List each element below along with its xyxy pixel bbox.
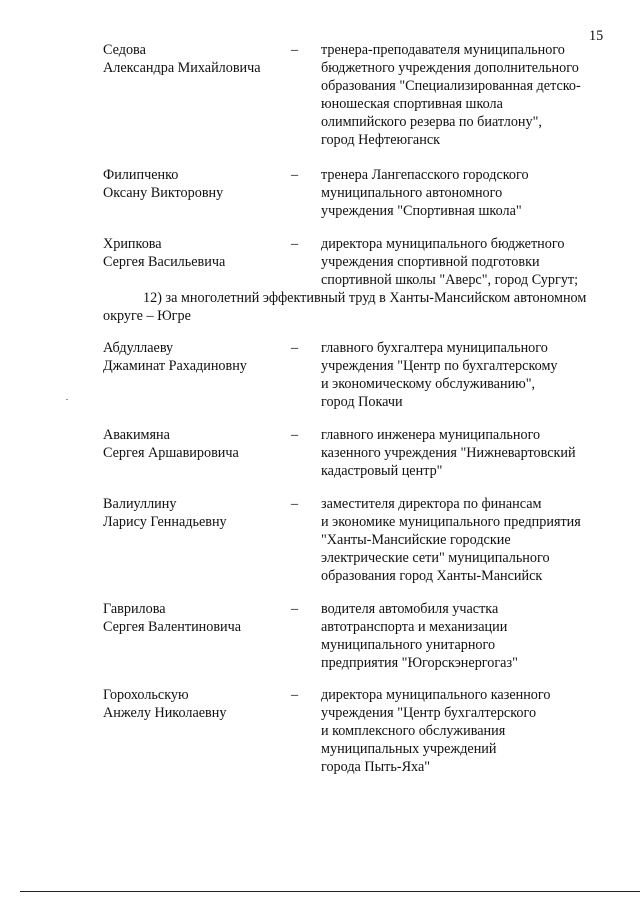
- description-line: учреждения "Спортивная школа": [321, 203, 522, 219]
- description-line: главного инженера муниципального: [321, 427, 541, 443]
- section-heading-line: округе – Югре: [103, 308, 191, 324]
- description-line: бюджетного учреждения дополнительного: [321, 60, 579, 76]
- dash-separator: –: [291, 340, 299, 356]
- given-names: Александра Михайловича: [103, 60, 261, 76]
- dash-separator: –: [291, 601, 299, 617]
- description-line: и экономическому обслуживанию",: [321, 376, 536, 392]
- surname: Хрипкова: [103, 236, 162, 252]
- description-line: муниципального автономного: [321, 185, 503, 201]
- description-line: город Нефтеюганск: [321, 132, 441, 148]
- description-line: казенного учреждения "Нижневартовский: [321, 445, 576, 461]
- description-line: спортивной школы "Аверс", город Сургут;: [321, 272, 579, 288]
- given-names: Анжелу Николаевну: [103, 705, 227, 721]
- position-description: [321, 495, 616, 585]
- description-line: и комплексного обслуживания: [321, 723, 506, 739]
- given-names: Сергея Аршавировича: [103, 445, 239, 461]
- dash-separator: –: [291, 236, 299, 252]
- page-number: 15: [589, 28, 604, 44]
- surname: Горохольскую: [103, 687, 189, 703]
- description-line: муниципального унитарного: [321, 637, 496, 653]
- position-description: [321, 166, 616, 220]
- given-names: Ларису Геннадьевну: [103, 514, 227, 530]
- person-name: [103, 166, 288, 202]
- position-description: [321, 339, 616, 411]
- surname: Авакимяна: [103, 427, 170, 443]
- description-line: олимпийского резерва по биатлону",: [321, 114, 542, 130]
- person-name: [103, 339, 288, 375]
- description-line: тренера-преподавателя муниципального: [321, 42, 565, 58]
- description-line: и экономике муниципального предприятия: [321, 514, 581, 530]
- surname: Валиуллину: [103, 496, 177, 512]
- description-line: муниципальных учреждений: [321, 741, 497, 757]
- person-name: [103, 686, 288, 722]
- description-line: директора муниципального казенного: [321, 687, 551, 703]
- surname: Абдуллаеву: [103, 340, 174, 356]
- description-line: автотранспорта и механизации: [321, 619, 508, 635]
- description-line: города Пыть-Яха": [321, 759, 431, 775]
- description-line: электрические сети" муниципального: [321, 550, 550, 566]
- dash-separator: –: [291, 42, 299, 58]
- position-description: [321, 41, 616, 149]
- dash-separator: –: [291, 427, 299, 443]
- person-name: [103, 426, 288, 462]
- person-name: [103, 41, 288, 77]
- description-line: заместителя директора по финансам: [321, 496, 542, 512]
- section-heading-line: 12) за многолетний эффективный труд в Ханты-Мансийском автономном: [143, 290, 587, 306]
- person-name: [103, 495, 288, 531]
- description-line: учреждения "Центр бухгалтерского: [321, 705, 537, 721]
- person-name: [103, 235, 288, 271]
- description-line: кадастровый центр": [321, 463, 443, 479]
- given-names: Сергея Васильевича: [103, 254, 226, 270]
- scan-mark: [66, 399, 68, 400]
- description-line: водителя автомобиля участка: [321, 601, 499, 617]
- position-description: [321, 686, 616, 776]
- given-names: Джаминат Рахадиновну: [103, 358, 247, 374]
- description-line: юношеская спортивная школа: [321, 96, 503, 112]
- person-name: [103, 600, 288, 636]
- section-heading: [103, 289, 615, 325]
- description-line: образования "Специализированная детско-: [321, 78, 581, 94]
- surname: Филипченко: [103, 167, 179, 183]
- description-line: "Ханты-Мансийские городские: [321, 532, 511, 548]
- dash-separator: –: [291, 687, 299, 703]
- description-line: учреждения спортивной подготовки: [321, 254, 540, 270]
- bottom-rule: [20, 891, 640, 892]
- given-names: Сергея Валентиновича: [103, 619, 242, 635]
- description-line: учреждения "Центр по бухгалтерскому: [321, 358, 558, 374]
- surname: Гаврилова: [103, 601, 166, 617]
- description-line: город Покачи: [321, 394, 403, 410]
- description-line: тренера Лангепасского городского: [321, 167, 529, 183]
- position-description: [321, 426, 616, 480]
- surname: Седова: [103, 42, 146, 58]
- description-line: директора муниципального бюджетного: [321, 236, 565, 252]
- description-line: образования город Ханты-Мансийск: [321, 568, 543, 584]
- description-line: главного бухгалтера муниципального: [321, 340, 548, 356]
- description-line: предприятия "Югорскэнергогаз": [321, 655, 518, 671]
- position-description: [321, 600, 616, 672]
- dash-separator: –: [291, 496, 299, 512]
- given-names: Оксану Викторовну: [103, 185, 224, 201]
- position-description: [321, 235, 616, 289]
- dash-separator: –: [291, 167, 299, 183]
